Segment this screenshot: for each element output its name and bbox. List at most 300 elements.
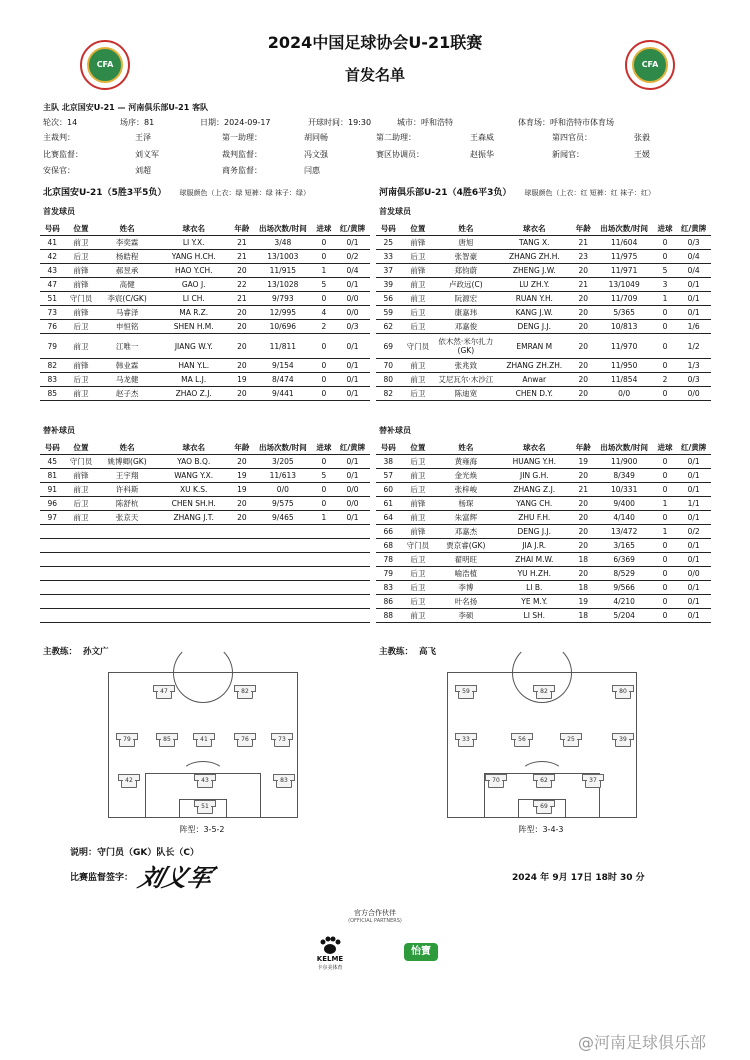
table-cell: CHEN SH.H. (157, 497, 231, 511)
empty-row (40, 581, 370, 595)
table-row (40, 320, 370, 334)
table-cell: HAN Y.L. (157, 359, 231, 373)
table-cell: 11/854 (595, 373, 654, 387)
table-cell (253, 581, 312, 595)
table-cell: 0 (313, 483, 336, 497)
table-cell (335, 553, 370, 567)
column-header: 红/黄牌 (335, 222, 370, 236)
table-cell: 0 (654, 539, 676, 553)
column-header: 位置 (401, 441, 436, 455)
column-header: 红/黄牌 (676, 222, 711, 236)
table-cell: LI CH. (157, 292, 231, 306)
table-cell: TANG X. (496, 236, 572, 250)
player-shirt: 25 (563, 733, 579, 747)
table-cell: 翟明旺 (435, 553, 496, 567)
table-cell: 20 (572, 511, 594, 525)
table-cell: 0/1 (676, 581, 711, 595)
table-cell: 6/369 (595, 553, 654, 567)
player-shirt: 85 (159, 733, 175, 747)
table-cell: 依木然·米尔扎力(GK) (435, 334, 496, 359)
table-row (40, 469, 370, 483)
table-cell: 后卫 (65, 250, 98, 264)
table-cell: 守门员 (65, 292, 98, 306)
table-cell: 12/995 (253, 306, 312, 320)
empty-row (40, 553, 370, 567)
player-shirt: 42 (121, 774, 137, 788)
table-cell: 0/1 (676, 306, 711, 320)
table-cell: 64 (376, 511, 401, 525)
table-cell: 前卫 (65, 387, 98, 401)
table-row (376, 359, 711, 373)
table-cell: 20 (572, 373, 594, 387)
table-cell: 9/465 (253, 511, 312, 525)
table-row (376, 581, 711, 595)
table-cell: JIN G.H. (496, 469, 572, 483)
table-cell: KANG J.W. (496, 306, 572, 320)
table-cell: 前锋 (65, 264, 98, 278)
table-cell: 20 (572, 567, 594, 581)
table-cell (231, 581, 254, 595)
table-cell: 0/0 (595, 387, 654, 401)
table-cell: 李宸(C/GK) (97, 292, 156, 306)
table-cell: 0 (654, 387, 676, 401)
table-cell (40, 567, 65, 581)
table-cell: 39 (376, 278, 401, 292)
table-row (376, 609, 711, 623)
table-cell: 郑钧蔚 (435, 264, 496, 278)
table-cell: 0 (654, 334, 676, 359)
table-cell: 76 (40, 320, 65, 334)
table-cell: 李硕 (435, 609, 496, 623)
table-row (376, 387, 711, 401)
official: 裁判监督： 冯文强 (222, 150, 328, 159)
table-cell: 0 (313, 373, 336, 387)
table-cell: 0 (654, 511, 676, 525)
column-header: 位置 (65, 441, 98, 455)
kelme-logo-subtext: 卡尔美体育 (317, 965, 343, 971)
watermark: @河南足球俱乐部 (578, 1033, 707, 1052)
table-cell: 前锋 (401, 497, 436, 511)
table-cell: 0/1 (335, 278, 370, 292)
column-header: 号码 (376, 222, 401, 236)
table-cell: 前卫 (65, 511, 98, 525)
table-cell: 邓嘉杰 (435, 525, 496, 539)
table-cell: 4/140 (595, 511, 654, 525)
table-cell: 11/604 (595, 236, 654, 250)
table-row (40, 483, 370, 497)
table-cell: 20 (572, 497, 594, 511)
table-cell: 21 (572, 278, 594, 292)
table-cell: 卢政远(C) (435, 278, 496, 292)
table-cell: 0 (654, 306, 676, 320)
away-pitch (447, 672, 637, 818)
home-pitch (108, 672, 298, 818)
table-row (376, 292, 711, 306)
table-cell: 20 (231, 497, 254, 511)
match-number: 场序：81 (120, 118, 155, 127)
home-team-header (43, 185, 310, 198)
table-row (40, 278, 370, 292)
table-cell: MA L.J. (157, 373, 231, 387)
table-cell (97, 595, 156, 609)
table-cell: MA R.Z. (157, 306, 231, 320)
table-cell: 41 (40, 236, 65, 250)
table-cell: 3/205 (253, 455, 312, 469)
table-cell: DENG J.J. (496, 320, 572, 334)
table-cell: 0 (313, 497, 336, 511)
table-cell: ZHANG J.T. (157, 511, 231, 525)
table-cell: 守门员 (401, 334, 436, 359)
stadium: 体育场：呼和浩特市体育场 (518, 118, 614, 127)
table-cell: 18 (572, 609, 594, 623)
goalkeeper-shirt: 51 (197, 800, 213, 814)
table-cell (40, 525, 65, 539)
table-row (376, 483, 711, 497)
table-cell: 前卫 (401, 359, 436, 373)
table-cell: 前锋 (65, 469, 98, 483)
table-cell: 0/0 (335, 483, 370, 497)
table-cell: YANG H.CH. (157, 250, 231, 264)
table-cell: 阮源宏 (435, 292, 496, 306)
table-cell: 20 (231, 387, 254, 401)
table-cell: YAO B.Q. (157, 455, 231, 469)
table-cell: 前卫 (65, 334, 98, 359)
table-cell: 11/970 (595, 334, 654, 359)
table-cell: 0 (313, 387, 336, 401)
table-row (376, 539, 711, 553)
table-cell: 5/204 (595, 609, 654, 623)
table-cell: 郝昱承 (97, 264, 156, 278)
table-cell: 前卫 (65, 236, 98, 250)
table-cell: 10/813 (595, 320, 654, 334)
table-row (376, 250, 711, 264)
table-cell: ZHANG ZH.ZH. (496, 359, 572, 373)
table-cell: 0 (654, 469, 676, 483)
player-shirt: 33 (458, 733, 474, 747)
table-cell: 赵子杰 (97, 387, 156, 401)
away-team-colors: 球服颜色（上衣：红 短裤：红 袜子：红） (524, 189, 655, 197)
table-row (376, 455, 711, 469)
table-cell: 11/971 (595, 264, 654, 278)
table-row (40, 250, 370, 264)
table-cell (335, 525, 370, 539)
table-cell: 0/1 (676, 483, 711, 497)
table-cell (97, 581, 156, 595)
table-cell: 0/3 (676, 373, 711, 387)
table-cell (65, 539, 98, 553)
table-cell: 9/793 (253, 292, 312, 306)
table-cell: 0 (654, 455, 676, 469)
table-cell: 前锋 (65, 278, 98, 292)
table-cell: 1 (313, 511, 336, 525)
table-cell (313, 567, 336, 581)
table-cell: 后卫 (65, 497, 98, 511)
table-header-row (40, 441, 370, 455)
table-cell: 张京天 (97, 511, 156, 525)
table-cell: 2 (313, 320, 336, 334)
table-cell: 51 (40, 292, 65, 306)
table-cell: 11/811 (253, 334, 312, 359)
table-cell (231, 525, 254, 539)
table-cell: 1 (313, 264, 336, 278)
table-cell: 86 (376, 595, 401, 609)
table-cell: 20 (231, 511, 254, 525)
table-cell: 后卫 (401, 553, 436, 567)
table-cell: 4 (313, 306, 336, 320)
table-cell: 62 (376, 320, 401, 334)
away-starters-label: 首发球员 (379, 207, 411, 216)
table-cell: 79 (376, 567, 401, 581)
table-cell: 艾尼瓦尔·木沙江 (435, 373, 496, 387)
column-header: 年龄 (231, 441, 254, 455)
column-header: 红/黄牌 (335, 441, 370, 455)
table-cell: LI Y.X. (157, 236, 231, 250)
table-cell: 21 (231, 250, 254, 264)
table-cell: 2 (654, 373, 676, 387)
table-cell: 4/210 (595, 595, 654, 609)
table-cell: 0 (654, 609, 676, 623)
empty-row (40, 567, 370, 581)
table-cell: 5/365 (595, 306, 654, 320)
table-row (40, 387, 370, 401)
table-row (40, 497, 370, 511)
table-cell: 20 (231, 359, 254, 373)
table-cell: 11/975 (595, 250, 654, 264)
table-cell: 前锋 (401, 525, 436, 539)
table-cell (253, 539, 312, 553)
table-cell: 杨皓程 (97, 250, 156, 264)
table-cell: 9/566 (595, 581, 654, 595)
player-shirt: 43 (197, 774, 213, 788)
table-cell: 0/2 (676, 525, 711, 539)
home-coach: 主教练： 孙文广 (43, 647, 109, 657)
table-cell: 68 (376, 539, 401, 553)
table-cell (231, 609, 254, 623)
table-cell: 9/154 (253, 359, 312, 373)
table-cell: 0/0 (676, 567, 711, 581)
table-cell: 0 (313, 455, 336, 469)
table-cell: 21 (231, 236, 254, 250)
table-cell: 0/1 (676, 455, 711, 469)
cfa-logo-text: CFA (87, 47, 123, 83)
official: 第二助理： 王森威 (376, 133, 494, 142)
table-cell: LI SH. (496, 609, 572, 623)
table-row (40, 306, 370, 320)
teams-text: 北京国安U-21 — 河南俱乐部U-21 (61, 103, 190, 112)
table-cell: 前卫 (65, 483, 98, 497)
column-header: 球衣名 (157, 441, 231, 455)
home-starters-label: 首发球员 (43, 207, 75, 216)
table-cell (65, 595, 98, 609)
table-cell: 96 (40, 497, 65, 511)
table-cell: 19 (231, 469, 254, 483)
table-cell: 黄雍海 (435, 455, 496, 469)
table-cell: YU H.ZH. (496, 567, 572, 581)
table-cell: 3/48 (253, 236, 312, 250)
table-cell: 后卫 (401, 250, 436, 264)
table-cell: 前卫 (401, 511, 436, 525)
table-cell (231, 595, 254, 609)
home-label: 主队 (43, 103, 59, 112)
table-cell: 37 (376, 264, 401, 278)
table-cell: 朱富辉 (435, 511, 496, 525)
sponsor-title (300, 908, 450, 924)
table-cell: 21 (572, 236, 594, 250)
table-cell: 0 (654, 595, 676, 609)
table-cell: 20 (572, 320, 594, 334)
table-cell: 21 (231, 292, 254, 306)
table-cell: 0 (654, 483, 676, 497)
table-cell: EMRAN M (496, 334, 572, 359)
table-cell: 后卫 (401, 567, 436, 581)
column-header: 号码 (40, 222, 65, 236)
table-row (376, 525, 711, 539)
kelme-paw-icon (318, 935, 342, 955)
table-cell: CHEN D.Y. (496, 387, 572, 401)
table-cell: 高健 (97, 278, 156, 292)
table-row (376, 373, 711, 387)
table-row (376, 595, 711, 609)
table-cell: 后卫 (401, 455, 436, 469)
table-cell: 81 (40, 469, 65, 483)
player-shirt: 79 (119, 733, 135, 747)
page-subtitle: 首发名单 (344, 66, 405, 84)
away-label: 客队 (192, 103, 209, 112)
table-cell (335, 595, 370, 609)
table-cell: RUAN Y.H. (496, 292, 572, 306)
legend-note: 说明：守门员（GK）队长（C） (70, 848, 199, 858)
table-cell: JIA J.R. (496, 539, 572, 553)
table-cell: 88 (376, 609, 401, 623)
table-cell: 5 (313, 278, 336, 292)
table-cell: 0 (654, 250, 676, 264)
table-cell: 0/4 (676, 264, 711, 278)
goalkeeper-shirt: 69 (536, 800, 552, 814)
table-cell: 0/1 (676, 553, 711, 567)
column-header: 进球 (313, 441, 336, 455)
table-cell: 姚博卿(GK) (97, 455, 156, 469)
home-subs-label: 替补球员 (43, 426, 75, 435)
table-cell: 0/0 (335, 497, 370, 511)
away-coach: 主教练： 高飞 (379, 647, 437, 657)
player-shirt: 82 (536, 685, 552, 699)
table-cell: 9/441 (253, 387, 312, 401)
table-cell: 前锋 (401, 236, 436, 250)
table-cell (231, 567, 254, 581)
table-cell: YANG CH. (496, 497, 572, 511)
table-cell: 20 (231, 264, 254, 278)
table-cell: 78 (376, 553, 401, 567)
table-cell: 0/1 (676, 469, 711, 483)
table-cell: 20 (572, 334, 594, 359)
away-team-name: 河南俱乐部U-21（4胜6平3负） (379, 188, 512, 198)
table-cell (253, 609, 312, 623)
column-header: 球衣名 (157, 222, 231, 236)
table-cell: 前卫 (401, 292, 436, 306)
table-cell: 21 (572, 483, 594, 497)
table-cell: 45 (40, 455, 65, 469)
table-row (376, 236, 711, 250)
match-teams (43, 102, 208, 113)
table-cell: 73 (40, 306, 65, 320)
table-cell: 马睿泽 (97, 306, 156, 320)
table-row (376, 553, 711, 567)
column-header: 姓名 (97, 441, 156, 455)
table-cell: 康嘉玮 (435, 306, 496, 320)
table-cell: 1 (654, 292, 676, 306)
table-header-row (376, 441, 711, 455)
table-cell: 守门员 (65, 455, 98, 469)
table-cell: 61 (376, 497, 401, 511)
table-cell: 19 (572, 595, 594, 609)
table-cell: 0/1 (676, 278, 711, 292)
column-header: 出场次数/时间 (253, 222, 312, 236)
official: 主裁判： 王泽 (43, 133, 151, 142)
table-cell: 8/474 (253, 373, 312, 387)
column-header: 红/黄牌 (676, 441, 711, 455)
table-cell: 杨琛 (435, 497, 496, 511)
table-cell: 20 (572, 264, 594, 278)
player-shirt: 41 (196, 733, 212, 747)
table-cell: 0/0 (335, 306, 370, 320)
table-cell: 9/575 (253, 497, 312, 511)
table-cell: 守门员 (401, 539, 436, 553)
table-cell: 王宇翔 (97, 469, 156, 483)
table-cell: 0/1 (676, 292, 711, 306)
table-cell (231, 539, 254, 553)
table-cell (97, 539, 156, 553)
table-cell: 20 (572, 306, 594, 320)
table-cell: 1/3 (676, 359, 711, 373)
table-cell: 20 (572, 539, 594, 553)
column-header: 年龄 (231, 222, 254, 236)
table-row (40, 236, 370, 250)
table-cell: ZHANG Z.J. (496, 483, 572, 497)
table-row (376, 278, 711, 292)
table-cell: 79 (40, 334, 65, 359)
table-cell (313, 609, 336, 623)
away-team-header (379, 185, 655, 198)
table-cell: 25 (376, 236, 401, 250)
match-date: 日期：2024-09-17 (200, 118, 271, 127)
table-cell: 韩业霖 (97, 359, 156, 373)
table-row (40, 373, 370, 387)
sponsor-subtitle: (OFFICIAL PARTNERS) (348, 918, 402, 924)
table-cell (313, 553, 336, 567)
table-cell: 20 (231, 306, 254, 320)
column-header: 位置 (65, 222, 98, 236)
column-header: 年龄 (572, 222, 594, 236)
table-cell: 1/1 (676, 497, 711, 511)
table-cell: 59 (376, 306, 401, 320)
column-header: 姓名 (435, 441, 496, 455)
table-cell (65, 581, 98, 595)
round: 轮次：14 (43, 118, 78, 127)
away-subs-label: 替补球员 (379, 426, 411, 435)
table-cell (65, 567, 98, 581)
table-cell: 0/1 (335, 236, 370, 250)
table-cell: 1 (654, 497, 676, 511)
kickoff-time: 开球时间：19:30 (308, 118, 372, 127)
table-cell: 23 (572, 250, 594, 264)
table-cell: 20 (572, 469, 594, 483)
table-cell: 前锋 (65, 359, 98, 373)
table-cell: 11/709 (595, 292, 654, 306)
table-cell: 19 (231, 483, 254, 497)
table-cell: 0/1 (335, 359, 370, 373)
column-header: 位置 (401, 222, 436, 236)
table-cell (313, 539, 336, 553)
